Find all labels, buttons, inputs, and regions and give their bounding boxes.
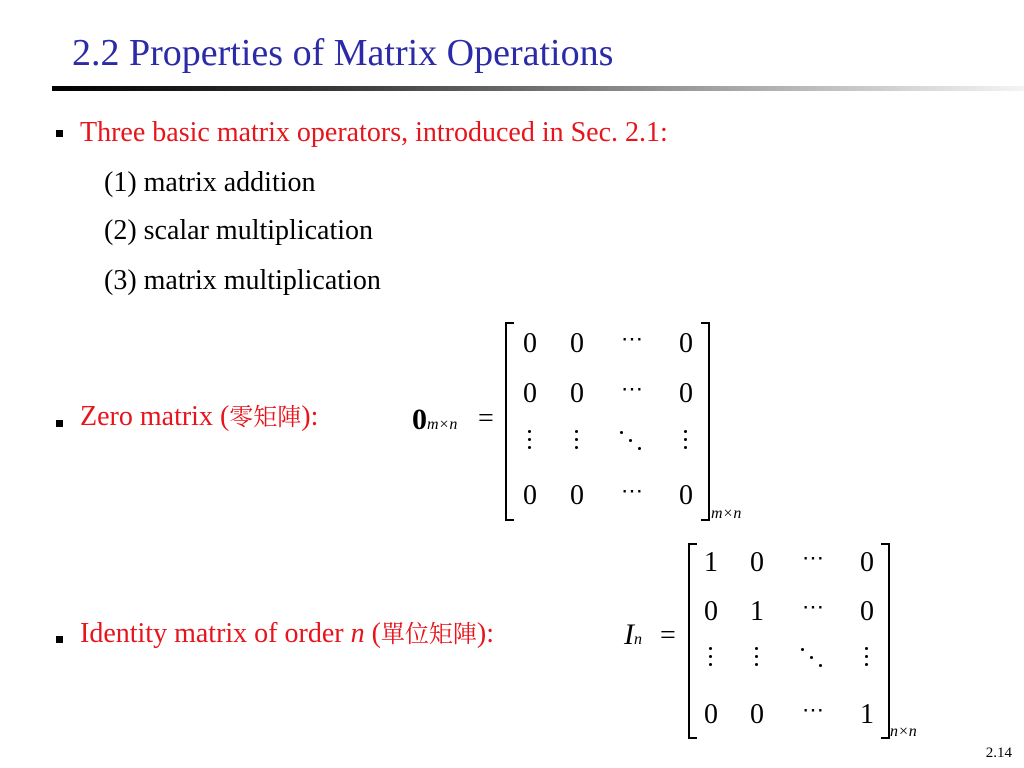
identity-symbol-subscript: n: [634, 631, 642, 648]
identity-label-mid: (: [364, 618, 381, 649]
bullet-icon: [56, 130, 63, 137]
matrix-cell: 1: [750, 596, 764, 627]
matrix-cell: 0: [679, 378, 693, 409]
left-bracket: [505, 322, 514, 521]
ddots-icon: [798, 647, 828, 671]
page-title: 2.2 Properties of Matrix Operations: [72, 32, 614, 74]
vdots-icon: [709, 647, 713, 671]
vdots-icon: [528, 430, 532, 454]
zero-dims-subscript: m×n: [711, 505, 742, 522]
identity-label-close: ):: [476, 618, 495, 649]
matrix-cell: 0: [679, 328, 693, 359]
vdots-icon: [575, 430, 579, 454]
matrix-cell: 0: [523, 378, 537, 409]
bullet-icon: [56, 636, 63, 643]
identity-matrix-symbol: [624, 620, 642, 650]
matrix-cell: 0: [704, 596, 718, 627]
ops-heading: Three basic matrix operators, introduced in Sec. 2.1:: [80, 117, 668, 148]
vdots-icon: [755, 647, 759, 671]
zero-matrix-label: [80, 403, 318, 431]
zero-symbol-subscript: m×n: [427, 416, 458, 433]
matrix-cell: 0: [523, 328, 537, 359]
matrix-cell: 0: [570, 378, 584, 409]
matrix-cell: 0: [570, 328, 584, 359]
matrix-cell: 0: [860, 596, 874, 627]
zero-label-text: Zero matrix (: [80, 401, 230, 432]
matrix-cell: ⋯: [802, 697, 824, 722]
zero-label-cjk: 零矩陣: [229, 403, 302, 431]
identity-equals: =: [660, 620, 676, 651]
identity-label-n: n: [350, 618, 365, 649]
matrix-cell: ⋯: [802, 594, 824, 619]
matrix-cell: 0: [750, 547, 764, 578]
matrix-cell: ⋯: [802, 545, 824, 570]
vdots-icon: [684, 430, 688, 454]
op-item-1: (1) matrix addition: [104, 167, 316, 198]
matrix-cell: 0: [860, 547, 874, 578]
vdots-icon: [865, 647, 869, 671]
zero-label-close: ):: [301, 401, 319, 432]
matrix-cell: ⋯: [621, 326, 643, 351]
identity-label-text: Identity matrix of order: [80, 618, 351, 649]
page-number: 2.14: [985, 745, 1012, 761]
right-bracket: [881, 543, 890, 739]
identity-matrix-label: [80, 620, 494, 648]
bullet-icon: [56, 420, 63, 427]
matrix-cell: 0: [704, 699, 718, 730]
zero-matrix: [505, 322, 745, 522]
op-item-2: (2) scalar multiplication: [104, 215, 374, 246]
matrix-cell: ⋯: [621, 376, 643, 401]
title-divider: [52, 86, 1024, 91]
identity-dims-subscript: n×n: [890, 723, 917, 740]
zero-matrix-symbol: [412, 405, 457, 435]
identity-label-cjk: 單位矩陣: [380, 620, 477, 648]
identity-symbol: I: [624, 618, 634, 651]
zero-equals: =: [478, 403, 494, 434]
matrix-cell: ⋯: [621, 478, 643, 503]
ddots-icon: [617, 430, 647, 454]
zero-symbol: 0: [412, 403, 427, 436]
matrix-cell: 0: [750, 699, 764, 730]
identity-matrix: [688, 543, 928, 743]
matrix-cell: 0: [523, 480, 537, 511]
matrix-cell: 0: [679, 480, 693, 511]
matrix-cell: 1: [860, 699, 874, 730]
matrix-cell: 0: [570, 480, 584, 511]
right-bracket: [701, 322, 710, 521]
op-item-3: (3) matrix multiplication: [104, 265, 381, 296]
matrix-cell: 1: [704, 547, 718, 578]
